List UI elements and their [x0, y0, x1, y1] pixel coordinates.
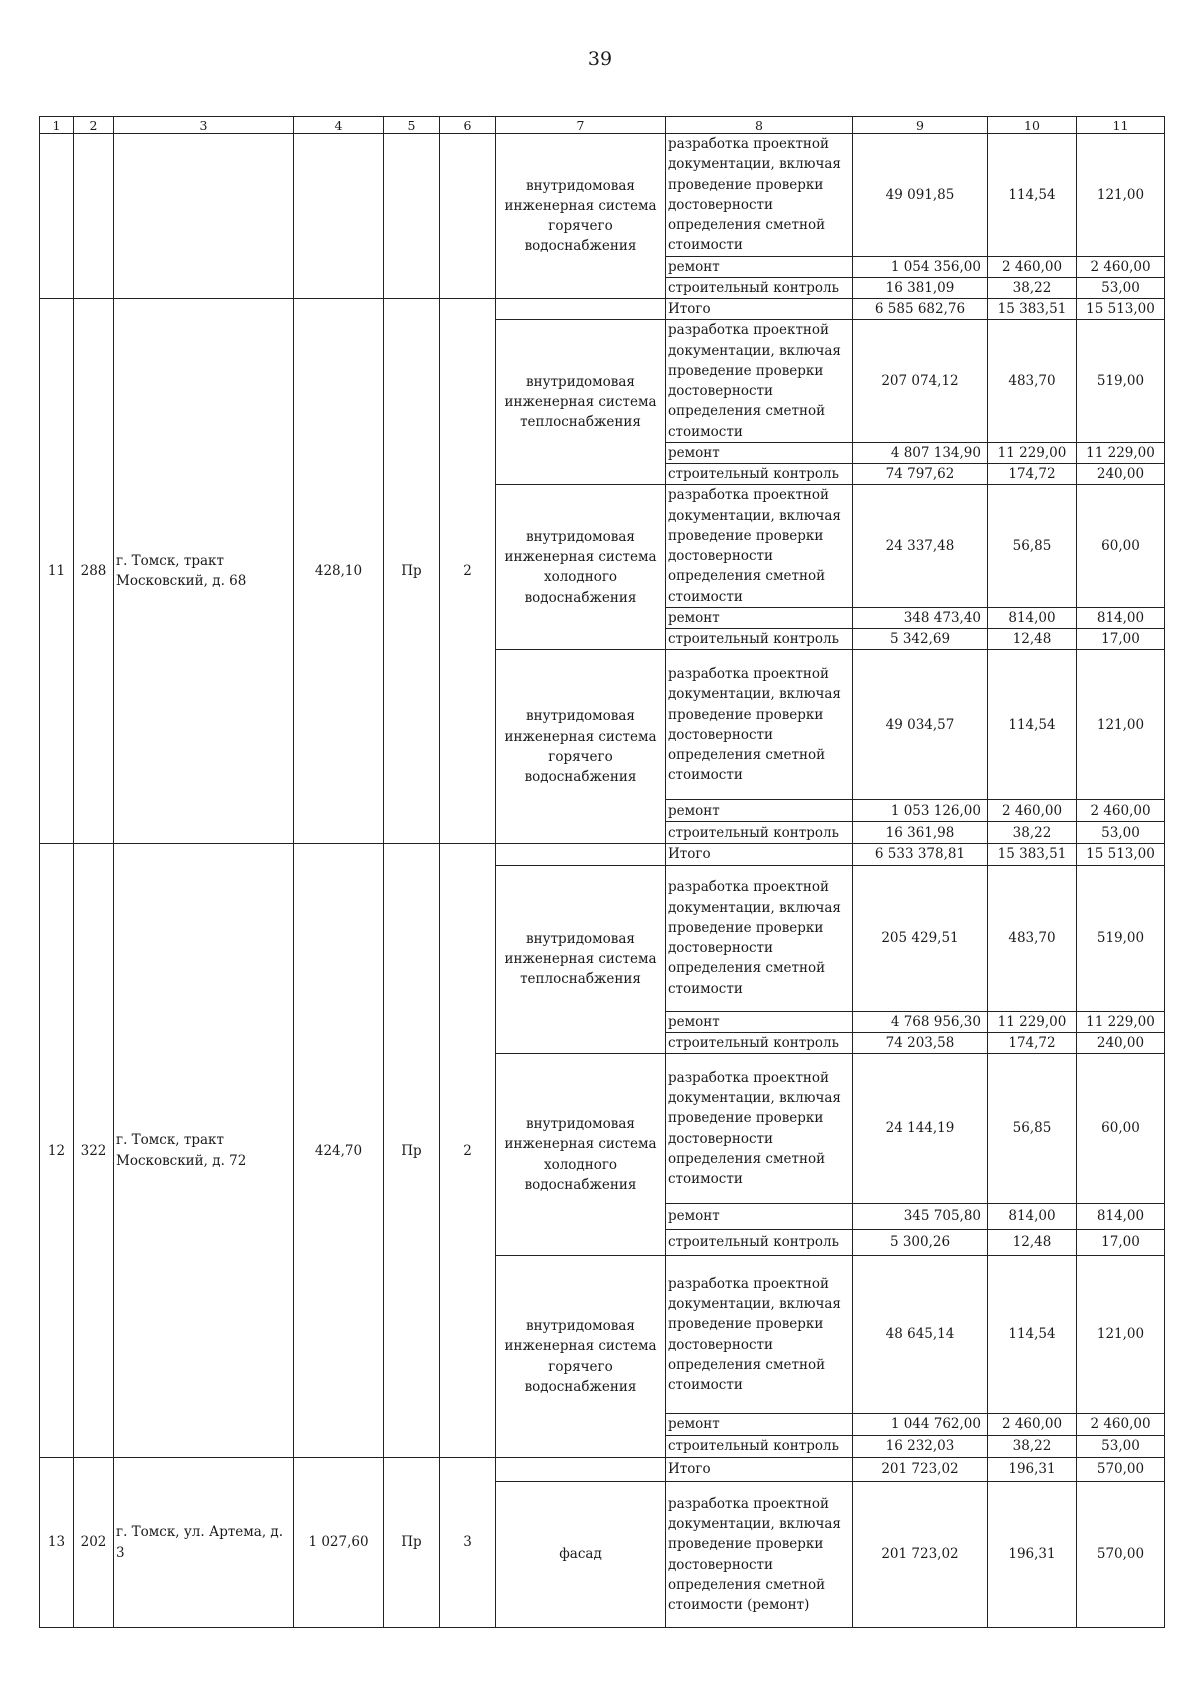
work-type: строительный контроль [666, 1032, 853, 1053]
cost-limit: 814,00 [1077, 607, 1165, 628]
work-type: разработка проектной документации, включая проведение проверки достоверности определения сметной стоимости [666, 865, 853, 1011]
cost-total: 5 300,26 [853, 1230, 988, 1256]
house-col6: 3 [440, 1458, 496, 1628]
work-type: разработка проектной документации, включая проведение проверки достоверности определения сметной стоимости (ремонт) [666, 1482, 853, 1628]
cost-per-sqm: 56,85 [988, 1054, 1077, 1204]
cost-per-sqm: 38,22 [988, 822, 1077, 844]
cell-empty [496, 844, 666, 865]
cost-per-sqm: 814,00 [988, 607, 1077, 628]
work-type: разработка проектной документации, включая проведение проверки достоверности определения сметной стоимости [666, 650, 853, 800]
cost-total: 1 053 126,00 [853, 800, 988, 822]
cost-limit: 53,00 [1077, 822, 1165, 844]
house-code: 322 [74, 844, 114, 1458]
work-type: разработка проектной документации, включая проведение проверки достоверности определения сметной стоимости [666, 1256, 853, 1414]
cost-per-sqm: 814,00 [988, 1204, 1077, 1230]
cost-total: 201 723,02 [853, 1458, 988, 1482]
cost-total: 48 645,14 [853, 1256, 988, 1414]
table-row [40, 299, 1165, 320]
cell-empty [496, 299, 666, 320]
work-type: ремонт [666, 607, 853, 628]
work-type: строительный контроль [666, 629, 853, 650]
cost-total: 6 585 682,76 [853, 299, 988, 320]
work-type: ремонт [666, 1414, 853, 1436]
cost-total: 74 203,58 [853, 1032, 988, 1053]
cost-total: 49 034,57 [853, 650, 988, 800]
cell-empty [294, 134, 384, 299]
column-number: 10 [988, 117, 1077, 134]
house-address: г. Томск, ул. Артема, д. 3 [114, 1458, 294, 1628]
table-row [40, 134, 1165, 257]
cost-limit: 11 229,00 [1077, 442, 1165, 463]
cell-empty [384, 134, 440, 299]
house-area: 1 027,60 [294, 1458, 384, 1628]
cost-total: 5 342,69 [853, 629, 988, 650]
column-number: 9 [853, 117, 988, 134]
table-row [40, 1458, 1165, 1482]
system-name: внутридомовая инженерная система холодного водоснабжения [496, 485, 666, 650]
column-number-row [40, 117, 1165, 134]
house-code: 288 [74, 299, 114, 844]
cost-limit: 60,00 [1077, 485, 1165, 608]
cost-per-sqm: 114,54 [988, 134, 1077, 257]
repair-schedule-table [39, 116, 1165, 1628]
work-type: строительный контроль [666, 1436, 853, 1458]
cost-total: 24 337,48 [853, 485, 988, 608]
work-type: Итого [666, 299, 853, 320]
work-type: ремонт [666, 442, 853, 463]
cost-total: 4 807 134,90 [853, 442, 988, 463]
work-type: строительный контроль [666, 822, 853, 844]
column-number: 3 [114, 117, 294, 134]
cost-total: 16 232,03 [853, 1436, 988, 1458]
work-type: Итого [666, 844, 853, 865]
house-area: 424,70 [294, 844, 384, 1458]
cost-limit: 53,00 [1077, 1436, 1165, 1458]
cost-limit: 240,00 [1077, 1032, 1165, 1053]
house-type: Пр [384, 844, 440, 1458]
house-code: 202 [74, 1458, 114, 1628]
column-number: 4 [294, 117, 384, 134]
cost-limit: 15 513,00 [1077, 844, 1165, 865]
cost-limit: 121,00 [1077, 1256, 1165, 1414]
cost-per-sqm: 12,48 [988, 1230, 1077, 1256]
cost-per-sqm: 38,22 [988, 277, 1077, 298]
system-name: внутридомовая инженерная система горячего водоснабжения [496, 650, 666, 844]
work-type: разработка проектной документации, включая проведение проверки достоверности определения сметной стоимости [666, 1054, 853, 1204]
cost-total: 345 705,80 [853, 1204, 988, 1230]
cost-limit: 11 229,00 [1077, 1011, 1165, 1032]
house-address: г. Томск, тракт Московский, д. 68 [114, 299, 294, 844]
cost-per-sqm: 15 383,51 [988, 299, 1077, 320]
cell-empty [40, 134, 74, 299]
cost-per-sqm: 15 383,51 [988, 844, 1077, 865]
cost-per-sqm: 38,22 [988, 1436, 1077, 1458]
cost-limit: 2 460,00 [1077, 1414, 1165, 1436]
cost-total: 49 091,85 [853, 134, 988, 257]
cost-per-sqm: 174,72 [988, 1032, 1077, 1053]
cost-limit: 570,00 [1077, 1458, 1165, 1482]
work-type: строительный контроль [666, 464, 853, 485]
cell-empty [496, 1458, 666, 1482]
house-type: Пр [384, 1458, 440, 1628]
work-type: строительный контроль [666, 277, 853, 298]
cost-per-sqm: 11 229,00 [988, 1011, 1077, 1032]
table-row [40, 844, 1165, 865]
cost-total: 16 361,98 [853, 822, 988, 844]
column-number: 11 [1077, 117, 1165, 134]
cell-empty [114, 134, 294, 299]
work-type: разработка проектной документации, включая проведение проверки достоверности определения сметной стоимости [666, 134, 853, 257]
cost-limit: 519,00 [1077, 320, 1165, 443]
house-type: Пр [384, 299, 440, 844]
cost-total: 4 768 956,30 [853, 1011, 988, 1032]
column-number: 2 [74, 117, 114, 134]
cost-limit: 519,00 [1077, 865, 1165, 1011]
work-type: разработка проектной документации, включая проведение проверки достоверности определения сметной стоимости [666, 485, 853, 608]
cost-limit: 53,00 [1077, 277, 1165, 298]
cost-total: 6 533 378,81 [853, 844, 988, 865]
row-number: 12 [40, 844, 74, 1458]
system-name: внутридомовая инженерная система горячего водоснабжения [496, 1256, 666, 1458]
cost-per-sqm: 196,31 [988, 1482, 1077, 1628]
system-name: внутридомовая инженерная система теплоснабжения [496, 865, 666, 1054]
cost-total: 24 144,19 [853, 1054, 988, 1204]
cost-total: 205 429,51 [853, 865, 988, 1011]
cost-total: 16 381,09 [853, 277, 988, 298]
cost-total: 74 797,62 [853, 464, 988, 485]
page-number: 39 [587, 48, 613, 70]
cost-per-sqm: 2 460,00 [988, 256, 1077, 277]
cost-limit: 15 513,00 [1077, 299, 1165, 320]
work-type: ремонт [666, 1204, 853, 1230]
cost-limit: 2 460,00 [1077, 256, 1165, 277]
work-type: ремонт [666, 1011, 853, 1032]
work-type: ремонт [666, 800, 853, 822]
cost-per-sqm: 114,54 [988, 1256, 1077, 1414]
cost-per-sqm: 174,72 [988, 464, 1077, 485]
cost-limit: 121,00 [1077, 134, 1165, 257]
cost-total: 348 473,40 [853, 607, 988, 628]
cell-empty [74, 134, 114, 299]
system-name: внутридомовая инженерная система теплоснабжения [496, 320, 666, 485]
cost-limit: 814,00 [1077, 1204, 1165, 1230]
work-type: ремонт [666, 256, 853, 277]
cost-limit: 17,00 [1077, 1230, 1165, 1256]
cost-limit: 17,00 [1077, 629, 1165, 650]
system-name: внутридомовая инженерная система горячего водоснабжения [496, 134, 666, 299]
cost-per-sqm: 12,48 [988, 629, 1077, 650]
cost-per-sqm: 2 460,00 [988, 1414, 1077, 1436]
cost-total: 201 723,02 [853, 1482, 988, 1628]
cost-limit: 2 460,00 [1077, 800, 1165, 822]
cost-per-sqm: 483,70 [988, 865, 1077, 1011]
cost-per-sqm: 196,31 [988, 1458, 1077, 1482]
cost-limit: 60,00 [1077, 1054, 1165, 1204]
house-area: 428,10 [294, 299, 384, 844]
work-type: разработка проектной документации, включая проведение проверки достоверности определения сметной стоимости [666, 320, 853, 443]
cost-limit: 121,00 [1077, 650, 1165, 800]
cost-per-sqm: 56,85 [988, 485, 1077, 608]
column-number: 6 [440, 117, 496, 134]
column-number: 5 [384, 117, 440, 134]
cost-total: 1 044 762,00 [853, 1414, 988, 1436]
column-number: 1 [40, 117, 74, 134]
cost-total: 207 074,12 [853, 320, 988, 443]
system-name: внутридомовая инженерная система холодного водоснабжения [496, 1054, 666, 1256]
cost-per-sqm: 483,70 [988, 320, 1077, 443]
house-col6: 2 [440, 299, 496, 844]
row-number: 13 [40, 1458, 74, 1628]
cost-per-sqm: 11 229,00 [988, 442, 1077, 463]
house-col6: 2 [440, 844, 496, 1458]
work-type: Итого [666, 1458, 853, 1482]
column-number: 7 [496, 117, 666, 134]
system-name: фасад [496, 1482, 666, 1628]
cost-per-sqm: 114,54 [988, 650, 1077, 800]
work-type: строительный контроль [666, 1230, 853, 1256]
cost-total: 1 054 356,00 [853, 256, 988, 277]
cost-limit: 570,00 [1077, 1482, 1165, 1628]
column-number: 8 [666, 117, 853, 134]
cell-empty [440, 134, 496, 299]
row-number: 11 [40, 299, 74, 844]
house-address: г. Томск, тракт Московский, д. 72 [114, 844, 294, 1458]
cost-limit: 240,00 [1077, 464, 1165, 485]
cost-per-sqm: 2 460,00 [988, 800, 1077, 822]
